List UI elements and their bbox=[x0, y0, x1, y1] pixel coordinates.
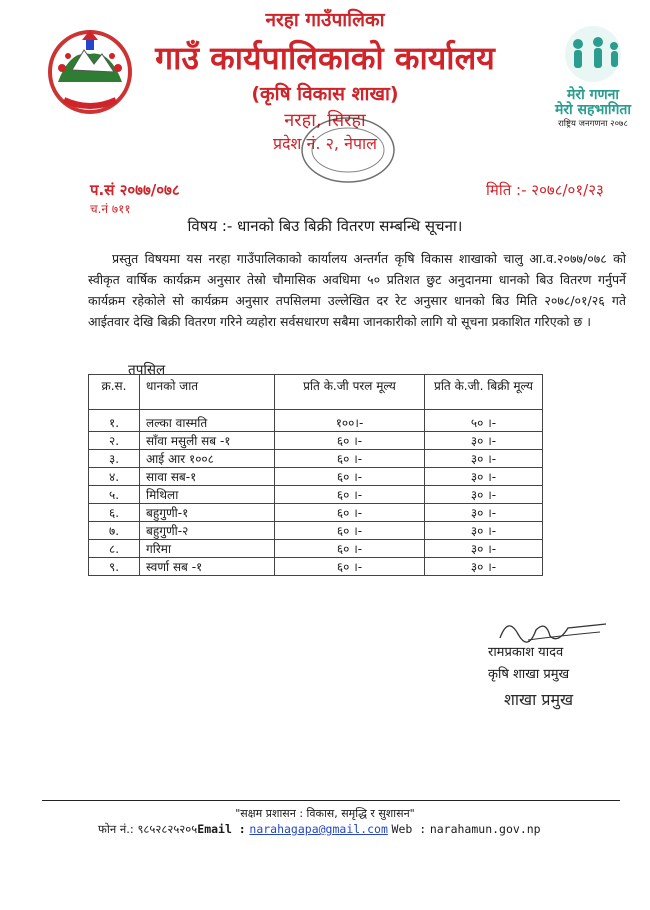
office-name: गाउँ कार्यपालिकाको कार्यालय bbox=[155, 39, 495, 77]
signatory-title: कृषि शाखा प्रमुख bbox=[488, 667, 570, 682]
cell-sn: ८. bbox=[89, 540, 140, 558]
table-row bbox=[89, 432, 543, 450]
body-paragraph: प्रस्तुत विषयमा यस नरहा गाउँपालिकाको कार्यालय अन्तर्गत कृषि विकास शाखाको चालु आ.व.२०७७/०७८ को स्वीकृत वार्षिक कार्यक्रम अनुसार तेस्रो चौमासिक अवधिमा ५० प्रतिशत छुट अनुदानमा धानको बिउ वितरण गर्नुपर्ने कार्यक्रम रहेकोले सो कार्यक्रम अनुसार तपसिलमा उल्लेखित दर रेट अनुसार धानको बिउ मिति २०७८/०१/२६ गते आईतवार देखि बिक्री वितरण गरिने व्यहोरा सर्वसधारण सबैमा जानकारीको लागि यो सूचना प्रकाशित गरिएको छ । bbox=[88, 251, 626, 329]
signatory-name: रामप्रकाश यादव bbox=[488, 645, 564, 660]
cell-sale-price: ३० ।- bbox=[425, 558, 543, 576]
cell-cost-price: ६० ।- bbox=[275, 522, 425, 540]
cell-sale-price: ५० ।- bbox=[425, 410, 543, 432]
reference-ps: प.सं २०७७/०७८ bbox=[90, 181, 180, 199]
notice-subject: विषय :- धानको बिउ बिक्री वितरण सम्बन्धि सूचना। bbox=[187, 217, 463, 235]
cell-cost-price: ६० ।- bbox=[275, 450, 425, 468]
cell-sn: ७. bbox=[89, 522, 140, 540]
col-header-cost-price: प्रति के.जी परल मूल्य bbox=[275, 375, 425, 410]
table-row bbox=[89, 558, 543, 576]
cell-sn: १. bbox=[89, 410, 140, 432]
cell-sale-price: ३० ।- bbox=[425, 540, 543, 558]
table-row bbox=[89, 522, 543, 540]
census-slogan-1: मेरो गणना bbox=[567, 87, 619, 103]
footer-motto: "सक्षम प्रशासन : विकास, समृद्धि र सुशासन" bbox=[235, 807, 415, 820]
cell-variety: मिथिला bbox=[140, 486, 275, 504]
cell-cost-price: ६० ।- bbox=[275, 468, 425, 486]
municipality-name: नरहा गाउँपालिका bbox=[265, 9, 385, 31]
table-row bbox=[89, 486, 543, 504]
table-row bbox=[89, 540, 543, 558]
tapsil-heading: तपसिल bbox=[128, 362, 166, 378]
cell-variety: सावा सब-१ bbox=[140, 468, 275, 486]
census-people-icon bbox=[548, 22, 638, 84]
footer-web-link[interactable]: narahamun.gov.np bbox=[429, 822, 541, 836]
cell-sn: ५. bbox=[89, 486, 140, 504]
cell-variety: स्वर्णा सब -१ bbox=[140, 558, 275, 576]
notice-body bbox=[88, 248, 626, 332]
cell-cost-price: ६० ।- bbox=[275, 432, 425, 450]
cell-sn: ९. bbox=[89, 558, 140, 576]
col-header-sn: क्र.स. bbox=[89, 375, 140, 410]
table-row bbox=[89, 450, 543, 468]
cell-variety: साँवा मसुली सब -१ bbox=[140, 432, 275, 450]
cell-sale-price: ३० ।- bbox=[425, 432, 543, 450]
signatory-stamp: शाखा प्रमुख bbox=[504, 690, 574, 709]
cell-cost-price: ६० ।- bbox=[275, 540, 425, 558]
cell-sale-price: ३० ।- bbox=[425, 486, 543, 504]
office-address: नरहा, सिरहा bbox=[284, 110, 366, 131]
cell-sale-price: ३० ।- bbox=[425, 504, 543, 522]
cell-sale-price: ३० ।- bbox=[425, 522, 543, 540]
cell-sn: ४. bbox=[89, 468, 140, 486]
col-header-sale-price: प्रति के.जी. बिक्री मूल्य bbox=[425, 375, 543, 410]
cell-variety: गरिमा bbox=[140, 540, 275, 558]
cell-variety: बहुगुणी-२ bbox=[140, 522, 275, 540]
census-caption: राष्ट्रिय जनगणना २०७८ bbox=[558, 119, 628, 129]
cell-sale-price: ३० ।- bbox=[425, 468, 543, 486]
cell-sn: २. bbox=[89, 432, 140, 450]
table-row bbox=[89, 504, 543, 522]
footer-divider bbox=[42, 800, 620, 801]
cell-variety: लल्का वास्मति bbox=[140, 410, 275, 432]
cell-variety: बहुगुणी-१ bbox=[140, 504, 275, 522]
office-seal-stamp bbox=[298, 114, 398, 186]
cell-sn: ६. bbox=[89, 504, 140, 522]
table-header-row bbox=[89, 375, 543, 410]
table-row bbox=[89, 410, 543, 432]
letter-date: मिति :- २०७८/०१/२३ bbox=[486, 181, 604, 199]
cell-cost-price: ६० ।- bbox=[275, 504, 425, 522]
cell-cost-price: १००।- bbox=[275, 410, 425, 432]
branch-name: (कृषि विकास शाखा) bbox=[251, 83, 399, 105]
reference-cn: च.नं ७११ bbox=[90, 202, 131, 216]
cell-cost-price: ६० ।- bbox=[275, 558, 425, 576]
office-province: प्रदेश नं. २, नेपाल bbox=[272, 134, 378, 153]
footer-email-link[interactable]: narahagapa@gmail.com bbox=[249, 822, 388, 836]
cell-sale-price: ३० ।- bbox=[425, 450, 543, 468]
cell-variety: आई आर १००८ bbox=[140, 450, 275, 468]
table-row bbox=[89, 468, 543, 486]
seed-price-table bbox=[88, 374, 543, 576]
col-header-variety: धानको जात bbox=[140, 375, 275, 410]
cell-sn: ३. bbox=[89, 450, 140, 468]
footer-email-label: Email : bbox=[197, 822, 246, 836]
census-slogan-2: मेरो सहभागिता bbox=[554, 102, 632, 118]
footer-phone: फोन नं.: ९८५२८२५२०५ bbox=[98, 822, 198, 836]
cell-cost-price: ६० ।- bbox=[275, 486, 425, 504]
footer-web-label: Web : bbox=[391, 822, 427, 836]
census-logo bbox=[548, 22, 638, 134]
footer-contact bbox=[98, 822, 541, 837]
